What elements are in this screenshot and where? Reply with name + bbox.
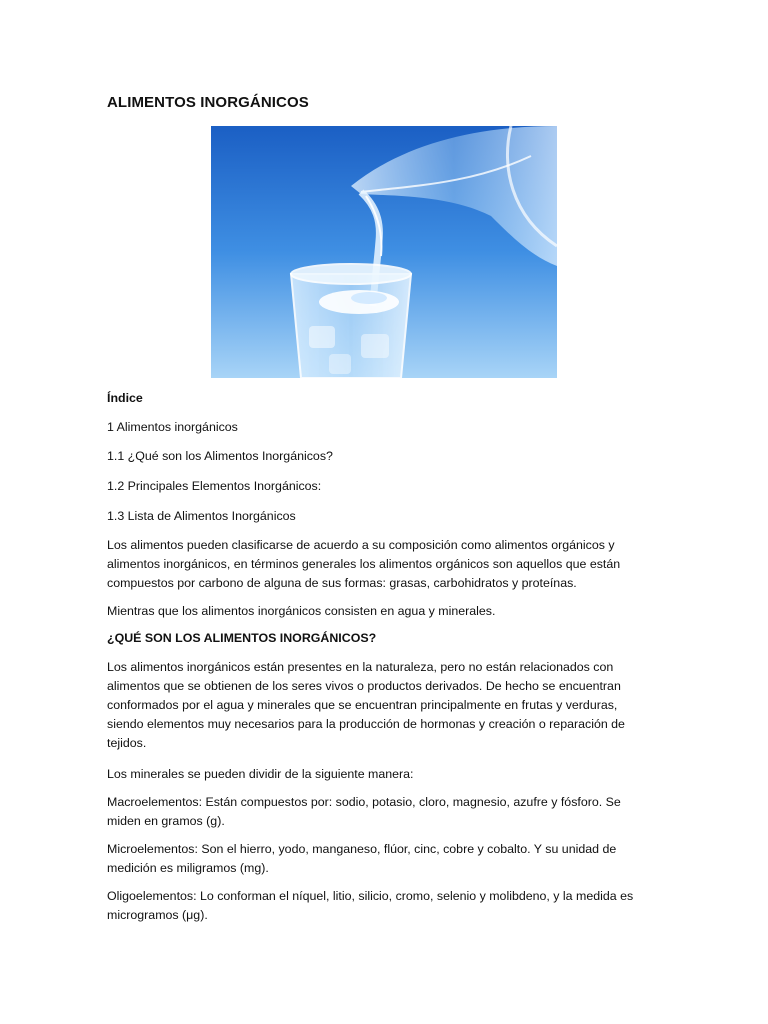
paragraph-line: Oligoelementos: Lo conforman el níquel, litio, silicio, cromo, selenio y molibdeno, y la medida es: [107, 889, 634, 903]
paragraph-line: miden en gramos (g).: [107, 814, 225, 828]
index-item: 1.2 Principales Elementos Inorgánicos:: [107, 479, 322, 493]
paragraph-line: microgramos (μg).: [107, 908, 208, 922]
paragraph-line: conformados por el agua y minerales que se encuentran principalmente en frutas y verduras,: [107, 698, 618, 712]
paragraph-line: Los alimentos pueden clasificarse de acuerdo a su composición como alimentos orgánicos y: [107, 538, 615, 552]
paragraph-line: alimentos que se obtienen de los seres vivos o productos derivados. De hecho se encuentran: [107, 679, 621, 693]
oligo-paragraph: [107, 887, 667, 925]
intro2-paragraph: Mientras que los alimentos inorgánicos consisten en agua y minerales.: [107, 604, 496, 618]
paragraph-line: Los alimentos inorgánicos están presentes en la naturaleza, pero no están relacionados con: [107, 660, 614, 674]
section-paragraph: [107, 658, 667, 753]
paragraph-line: compuestos por carbono de alguna de sus formas: grasas, carbohidratos y proteínas.: [107, 576, 577, 590]
paragraph-line: tejidos.: [107, 736, 147, 750]
paragraph-line: medición es miligramos (mg).: [107, 861, 269, 875]
paragraph-line: siendo elementos muy necesarios para la producción de hormonas y creación o reparación de: [107, 717, 625, 731]
index-heading: Índice: [107, 391, 143, 405]
micro-paragraph: [107, 840, 667, 878]
water-glass-photo: [211, 126, 557, 378]
index-item: 1.1 ¿Qué son los Alimentos Inorgánicos?: [107, 449, 333, 463]
intro-paragraph: [107, 536, 667, 593]
section-heading: ¿QUÉ SON LOS ALIMENTOS INORGÁNICOS?: [107, 631, 377, 645]
paragraph-line: Macroelementos: Están compuestos por: sodio, potasio, cloro, magnesio, azufre y fósforo. Se: [107, 795, 621, 809]
paragraph-line: alimentos inorgánicos, en términos generales los alimentos orgánicos son aquellos que están: [107, 557, 621, 571]
minerals-intro: Los minerales se pueden dividir de la siguiente manera:: [107, 767, 414, 781]
index-item: 1.3 Lista de Alimentos Inorgánicos: [107, 509, 296, 523]
macro-paragraph: [107, 793, 667, 831]
index-item: 1 Alimentos inorgánicos: [107, 420, 238, 434]
water-glass-illustration: [211, 126, 557, 378]
paragraph-line: Microelementos: Son el hierro, yodo, manganeso, flúor, cinc, cobre y cobalto. Y su unidad de: [107, 842, 617, 856]
document-title: ALIMENTOS INORGÁNICOS: [107, 94, 309, 111]
